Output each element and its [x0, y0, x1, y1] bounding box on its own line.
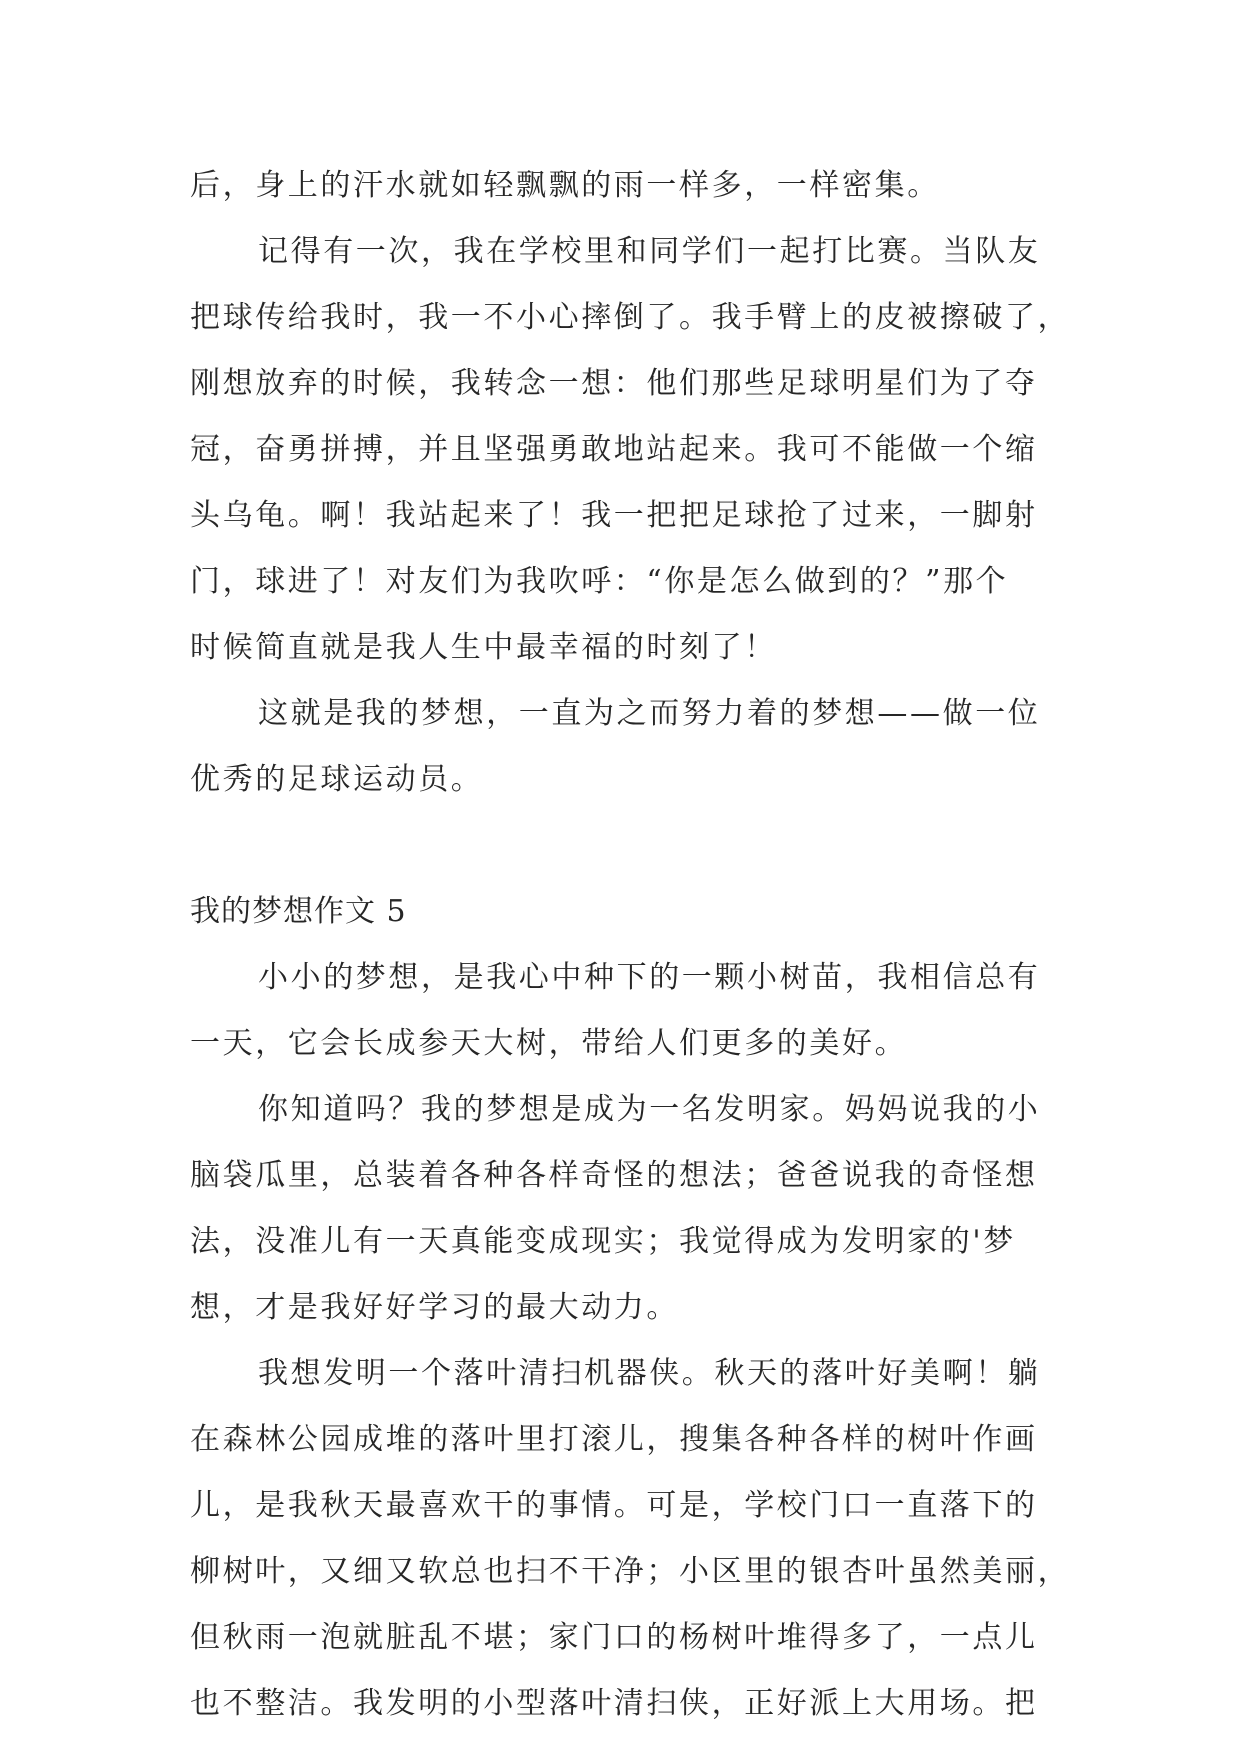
text-line: 优秀的足球运动员。 — [190, 762, 484, 797]
text-line: 后，身上的汗水就如轻飘飘的雨一样多，一样密集。 — [190, 168, 940, 203]
text-line: 头乌龟。啊！我站起来了！我一把把足球抢了过来，一脚射 — [190, 498, 1038, 533]
text-line: 柳树叶，又细又软总也扫不干净；小区里的银杏叶虽然美丽， — [190, 1554, 1071, 1589]
text-line: 儿，是我秋天最喜欢干的事情。可是，学校门口一直落下的 — [190, 1488, 1038, 1523]
text-line: 在森林公园成堆的落叶里打滚儿，搜集各种各样的树叶作画 — [190, 1422, 1038, 1457]
text-line: 一天，它会长成参天大树，带给人们更多的美好。 — [190, 1026, 908, 1061]
paragraph-start-line: 这就是我的梦想，一直为之而努力着的梦想——做一位 — [258, 696, 1041, 731]
paragraph-start-line: 记得有一次，我在学校里和同学们一起打比赛。当队友 — [258, 234, 1041, 269]
text-line: 门，球进了！对友们为我吹呼：“你是怎么做到的？”那个 — [190, 564, 1009, 599]
paragraph-start-line: 小小的梦想，是我心中种下的一颗小树苗，我相信总有 — [258, 960, 1041, 995]
text-line: 冠，奋勇拼搏，并且坚强勇敢地站起来。我可不能做一个缩 — [190, 432, 1038, 467]
text-line: 法，没准儿有一天真能变成现实；我觉得成为发明家的'梦 — [190, 1224, 1016, 1259]
text-line: 把球传给我时，我一不小心摔倒了。我手臂上的皮被擦破了， — [190, 300, 1071, 335]
text-line: 刚想放弃的时候，我转念一想：他们那些足球明星们为了夺 — [190, 366, 1038, 401]
paragraph-start-line: 你知道吗？我的梦想是成为一名发明家。妈妈说我的小 — [258, 1092, 1041, 1127]
text-line: 也不整洁。我发明的小型落叶清扫侠，正好派上大用场。把 — [190, 1686, 1038, 1721]
section-heading: 我的梦想作文 5 — [190, 894, 407, 929]
paragraph-start-line: 我想发明一个落叶清扫机器侠。秋天的落叶好美啊！躺 — [258, 1356, 1041, 1391]
text-line: 但秋雨一泡就脏乱不堪；家门口的杨树叶堆得多了，一点儿 — [190, 1620, 1038, 1655]
text-line: 想，才是我好好学习的最大动力。 — [190, 1290, 679, 1325]
text-line: 时候简直就是我人生中最幸福的时刻了！ — [190, 630, 777, 665]
text-line: 脑袋瓜里，总装着各种各样奇怪的想法；爸爸说我的奇怪想 — [190, 1158, 1038, 1193]
